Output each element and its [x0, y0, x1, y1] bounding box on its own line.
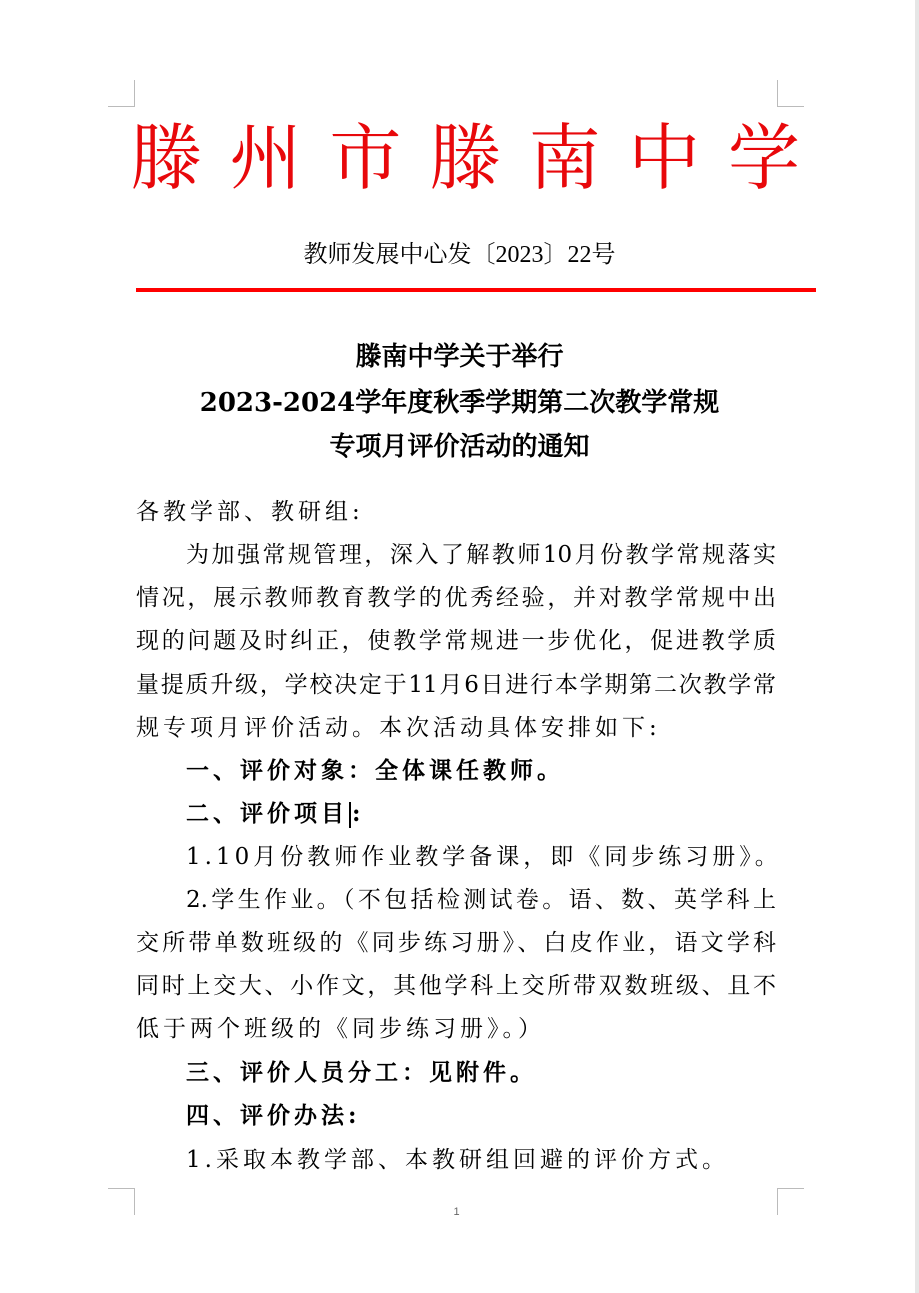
masthead-char: 滕 — [130, 116, 203, 200]
section-2-text: 二、评价项目 — [186, 800, 348, 827]
title-line-3: 专项月评价活动的通知 — [329, 432, 590, 462]
paragraph-line: 规专项月评价活动。本次活动具体安排如下: — [136, 715, 661, 741]
title-line-1: 滕南中学关于举行 — [355, 342, 564, 372]
section-1-heading: 一、评价对象：全体课任教师。 — [186, 757, 564, 784]
section-2-heading — [186, 799, 365, 829]
list-item: 1.10月份教师作业教学备课，即《同步练习册》。 — [186, 844, 782, 870]
list-item: 交所带单数班级的《同步练习册》、白皮作业，语文学科 — [136, 930, 776, 956]
section-4-heading: 四、评价办法: — [186, 1102, 361, 1129]
crop-mark-top-left — [108, 80, 135, 107]
paragraph-line: 情况，展示教师教育教学的优秀经验，并对教学常规中出 — [136, 585, 776, 611]
paragraph-line: 为加强常规管理，深入了解教师10月份教学常规落实 — [186, 542, 776, 568]
masthead-char: 南 — [528, 116, 601, 200]
red-divider — [136, 288, 816, 292]
document-number: 教师发展中心发〔2023〕22号 — [303, 242, 616, 268]
list-item: 低于两个班级的《同步练习册》。） — [136, 1016, 545, 1042]
masthead-char: 市 — [329, 116, 402, 200]
salutation: 各教学部、教研组: — [136, 499, 364, 525]
window-edge — [915, 0, 919, 1293]
title-line-2: 2023-2024学年度秋季学期第二次教学常规 — [199, 388, 720, 418]
paragraph-line: 量提质升级，学校决定于11月6日进行本学期第二次教学常 — [136, 672, 776, 698]
list-item: 同时上交大、小作文，其他学科上交所带双数班级、且不 — [136, 973, 776, 999]
crop-mark-top-right — [777, 80, 804, 107]
section-3-heading: 三、评价人员分工：见附件。 — [186, 1059, 537, 1086]
list-item: 2.学生作业。（不包括检测试卷。语、数、英学科上 — [186, 887, 776, 913]
masthead-char: 中 — [628, 116, 701, 200]
masthead — [130, 118, 800, 198]
section-2-colon: : — [352, 800, 365, 827]
masthead-char: 学 — [727, 116, 800, 200]
masthead-char: 州 — [229, 116, 302, 200]
masthead-char: 滕 — [428, 116, 501, 200]
text-cursor — [349, 802, 351, 828]
page-number: 1 — [453, 1206, 460, 1218]
paragraph-line: 现的问题及时纠正，使教学常规进一步优化，促进教学质 — [136, 628, 776, 654]
list-item: 1.采取本教学部、本教研组回避的评价方式。 — [186, 1147, 729, 1173]
